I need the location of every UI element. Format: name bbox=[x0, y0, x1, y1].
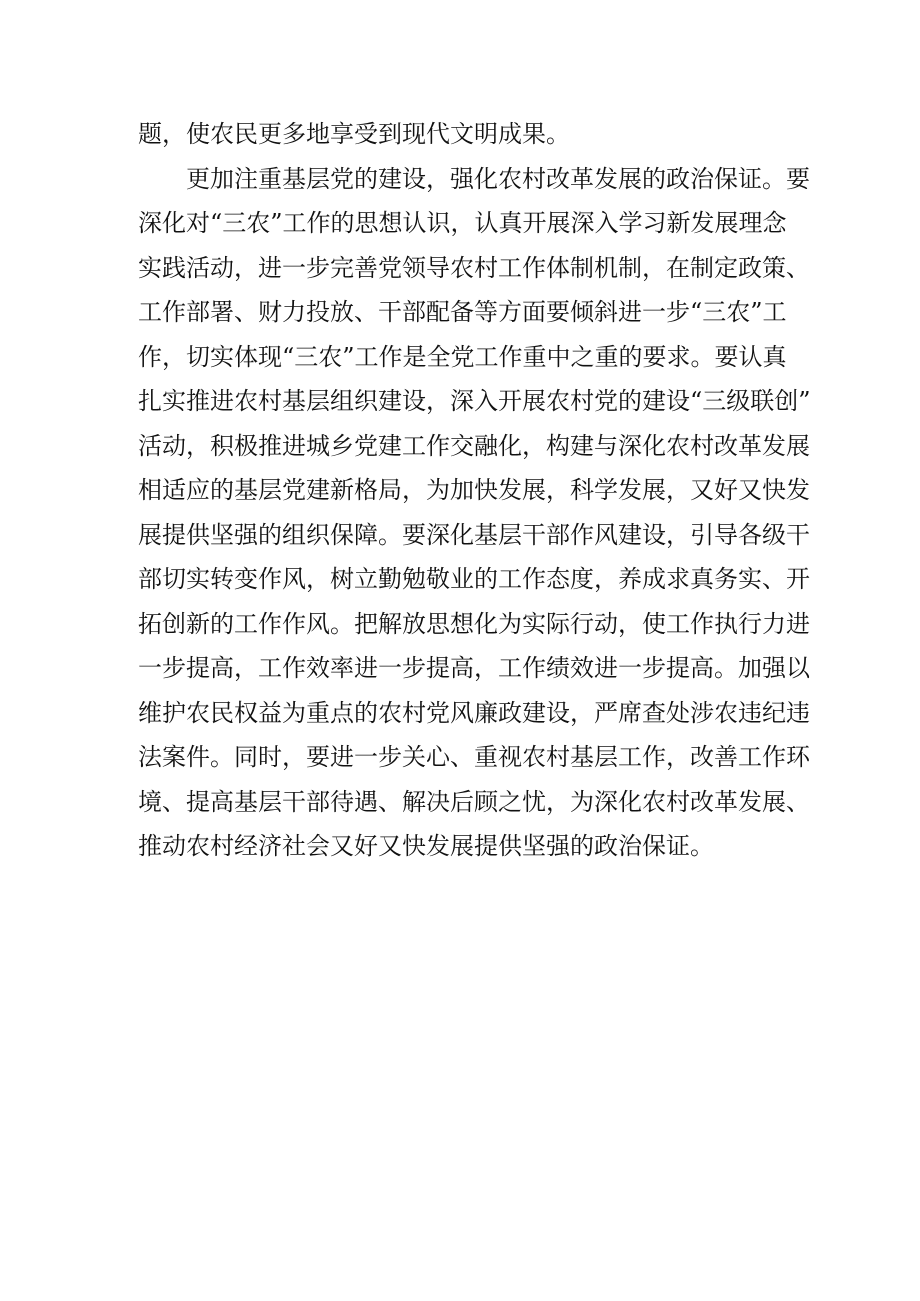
text-line: 作，切实体现“三农”工作是全党工作重中之重的要求。要认真 bbox=[138, 342, 787, 371]
text-line: 展提供坚强的组织保障。要深化基层干部作风建设，引导各级干 bbox=[138, 520, 810, 549]
text-line: 活动，积极推进城乡党建工作交融化，构建与深化农村改革发展 bbox=[138, 431, 810, 460]
text-line: 扎实推进农村基层组织建设，深入开展农村党的建设“三级联创” bbox=[138, 387, 811, 415]
text-line: 法案件。同时，要进一步关心、重视农村基层工作，改善工作环 bbox=[138, 743, 810, 771]
paragraph-party-building bbox=[138, 157, 811, 869]
text-line: 更加注重基层党的建设，强化农村改革发展的政治保证。要 bbox=[186, 164, 810, 193]
text-line: 境、提高基层干部待遇、解决后顾之忧，为深化农村改革发展、 bbox=[138, 787, 810, 816]
text-line: 推动农村经济社会又好又快发展提供坚强的政治保证。 bbox=[138, 832, 714, 860]
body-text bbox=[138, 112, 811, 869]
text-line: 部切实转变作风，树立勤勉敬业的工作态度，养成求真务实、开 bbox=[138, 565, 810, 593]
text-line: 拓创新的工作作风。把解放思想化为实际行动，使工作执行力进 bbox=[138, 609, 810, 638]
text-line: 题，使农民更多地享受到现代文明成果。 bbox=[138, 120, 570, 148]
text-line: 一步提高，工作效率进一步提高，工作绩效进一步提高。加强以 bbox=[138, 654, 810, 682]
text-line: 相适应的基层党建新格局，为加快发展，科学发展，又好又快发 bbox=[138, 476, 810, 504]
text-line: 维护农民权益为重点的农村党风廉政建设，严席查处涉农违纪违 bbox=[138, 698, 810, 727]
text-line: 工作部署、财力投放、干部配备等方面要倾斜进一步“三农”工 bbox=[138, 298, 787, 326]
text-line: 实践活动，进一步完善党领导农村工作体制机制，在制定政策、 bbox=[138, 253, 810, 282]
text-line: 深化对“三农”工作的思想认识，认真开展深入学习新发展理念 bbox=[138, 209, 787, 237]
paragraph-continued bbox=[138, 112, 786, 157]
